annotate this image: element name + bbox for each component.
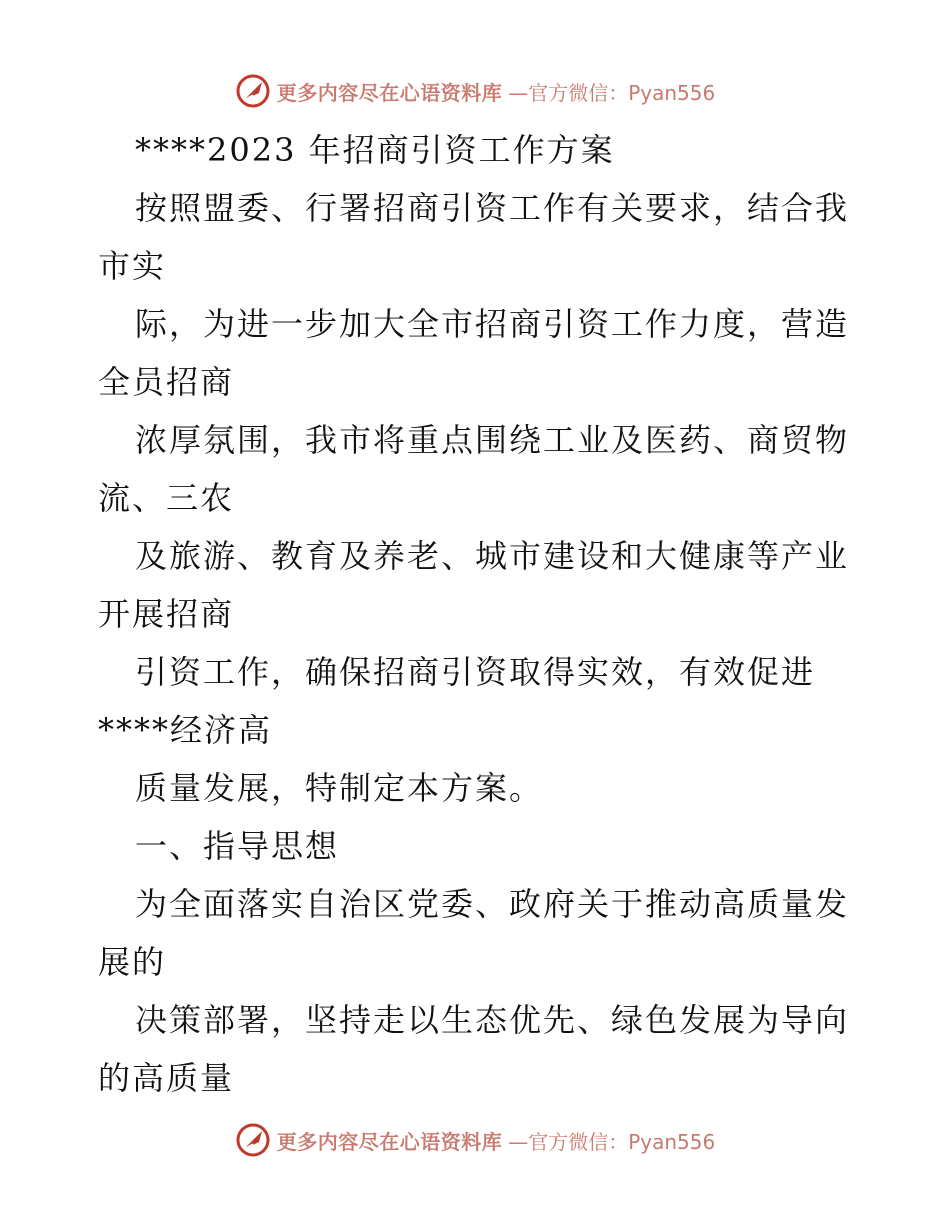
text-line: 际，为进一步加大全市招商引资工作力度，营造: [135, 305, 850, 343]
text-line: 浓厚氛围，我市将重点围绕工业及医药、商贸物: [135, 421, 850, 459]
text-line: 质量发展，特制定本方案。: [135, 769, 544, 807]
text-line: 及旅游、教育及养老、城市建设和大健康等产业: [135, 537, 850, 575]
text-line: 决策部署，坚持走以生态优先、绿色发展为导向: [135, 1001, 850, 1039]
text-line: 展的: [98, 943, 167, 981]
document-body: [98, 121, 858, 1107]
header-watermark: [0, 71, 950, 111]
document-title: ****2023 年招商引资工作方案: [135, 131, 615, 169]
watermark-wechat-text: —官方微信：Pyan556: [508, 80, 716, 105]
text-line: 引资工作，确保招商引资取得实效，有效促进: [135, 653, 816, 691]
section-heading: 一、指导思想: [135, 827, 340, 865]
quill-pen-logo-icon: [235, 73, 271, 109]
watermark-main-text: 更多内容尽在心语资料库: [276, 1129, 503, 1154]
footer-watermark: [0, 1120, 950, 1160]
text-line: 市实: [98, 247, 167, 285]
watermark-wechat-text: —官方微信：Pyan556: [508, 1129, 716, 1154]
text-line: 开展招商: [98, 595, 235, 633]
text-line: 的高质量: [98, 1059, 235, 1097]
text-line: 按照盟委、行署招商引资工作有关要求，结合我: [135, 189, 850, 227]
quill-pen-logo-icon: [235, 1122, 271, 1158]
text-line: 全员招商: [98, 363, 235, 401]
text-line: ****经济高: [98, 711, 273, 749]
watermark-main-text: 更多内容尽在心语资料库: [276, 80, 503, 105]
text-line: 为全面落实自治区党委、政府关于推动高质量发: [135, 885, 850, 923]
text-line: 流、三农: [98, 479, 235, 517]
